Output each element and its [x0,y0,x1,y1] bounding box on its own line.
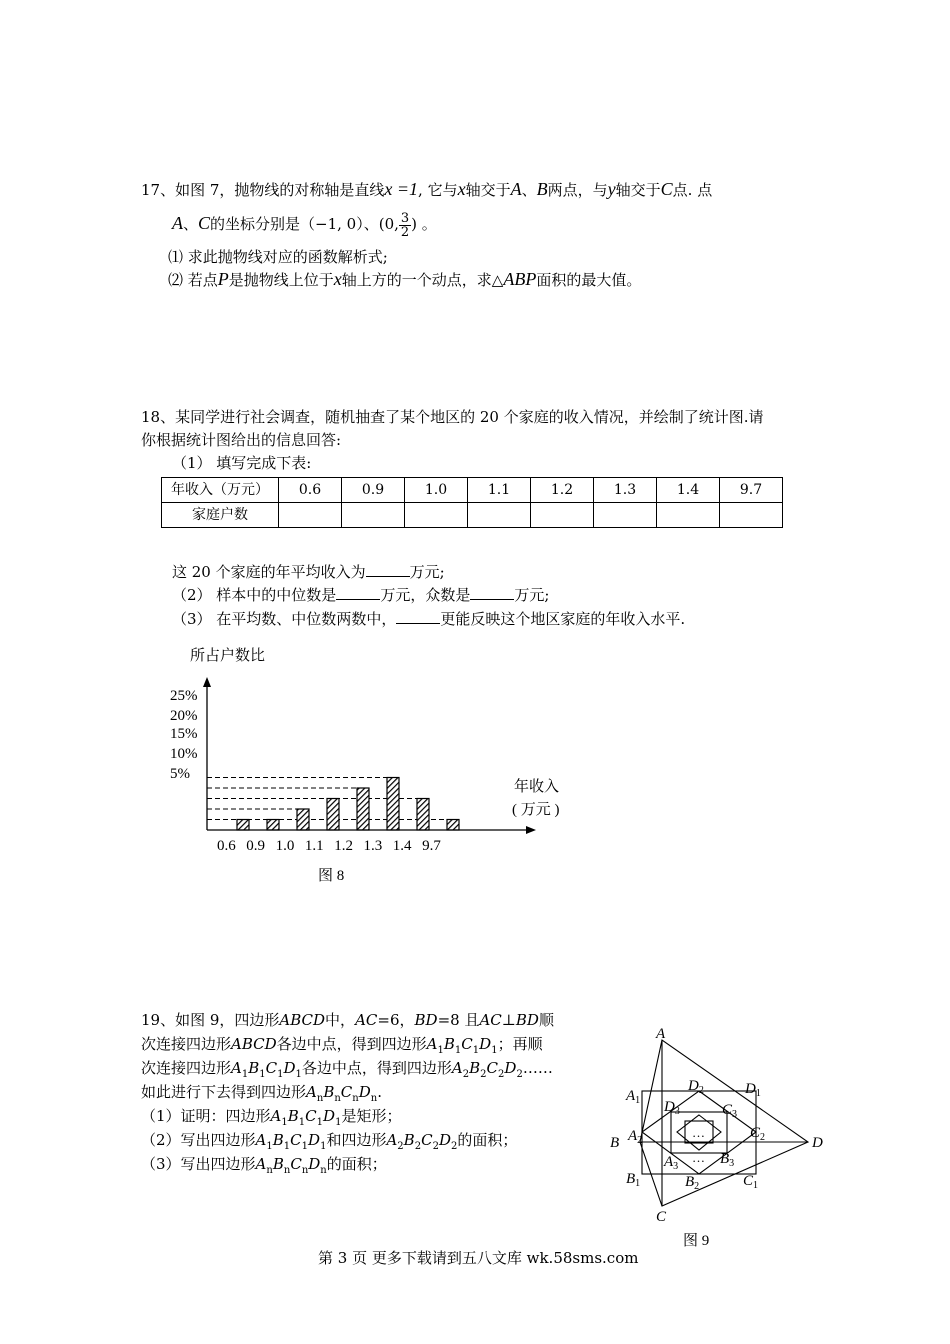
q17-part1: ⑴ 求此抛物线对应的函数解析式; [168,248,388,266]
q18-sub2: （2） 样本中的中位数是 万元，众数是 万元; [172,586,550,604]
fraction-three-halves: $\frac{3}{2}$ [400,210,410,240]
income-bar-chart [150,640,590,890]
q18-line1: 18、某同学进行社会调查，随机抽查了某个地区的 20 个家庭的收入情况，并绘制了统计图.请 [141,408,764,426]
y-tick-label: 5% [170,766,190,782]
q17-line2: A、C的坐标分别是（−1, 0）、(0, $\frac{3}{2}$ ) 。 [172,210,437,240]
bar-9.7 [447,820,459,831]
empty-cell[interactable] [279,503,342,528]
q17-line1: 17、如图 7，抛物线的对称轴是直线x =1, 它与x轴交于A、B两点，与y轴交于C点. 点 [141,179,713,199]
quad-ABCD [640,1040,808,1206]
label-A3: $A_3$ [664,1154,679,1172]
empty-cell[interactable] [468,503,531,528]
q18-line2: 你根据统计图给出的信息回答: [141,431,342,449]
label-C2: $C_2$ [750,1125,766,1143]
x-tick-label: 1.1 [304,838,324,854]
chart-y-ticks [170,688,198,782]
empty-cell[interactable] [594,503,657,528]
ellipsis-mark: … [692,1150,705,1165]
q18-sub1: （1） 填写完成下表: [172,454,312,472]
q18-sub3: （3） 在平均数、中位数两数中， 更能反映这个地区家庭的年收入水平. [172,610,686,628]
q19-sub2: （2）写出四边形$A_1B_1C_1D_1$和四边形$A_2B_2C_2D_2$的面积； [141,1131,518,1152]
figure-8-caption: 图 8 [318,868,345,884]
label-B2: $B_2$ [685,1174,700,1192]
label-B1: $B_1$ [626,1171,641,1189]
label-C3: $C_3$ [722,1102,738,1120]
y-tick-label: 10% [170,746,198,762]
table-row-label: 家庭户数 [162,503,279,528]
ellipsis-mark: … [692,1125,705,1140]
answer-blank[interactable] [366,562,410,577]
income-cell: 0.6 [279,478,342,503]
q19-line4: 如此进行下去得到四边形$A_nB_nC_nD_n$. [141,1083,382,1104]
bar-0.6 [237,820,249,831]
label-A1: $A_1$ [626,1088,641,1106]
chart-title: 所占户数比 [190,648,266,664]
empty-cell[interactable] [342,503,405,528]
empty-cell[interactable] [657,503,720,528]
label-A2: $A_2$ [628,1128,643,1146]
q17-part2: ⑵ 若点P是抛物线上位于x轴上方的一个动点，求△ABP面积的最大值。 [168,269,642,289]
empty-cell[interactable] [405,503,468,528]
x-axis-label-line1: 年收入 [514,779,560,795]
q19-line3: 次连接四边形$A_1B_1C_1D_1$各边中点，得到四边形$A_2B_2C_2D_2\dots\dots$ [141,1059,553,1080]
income-table [161,477,783,528]
label-D3: $D_3$ [664,1099,680,1117]
bar-1.2 [357,788,369,830]
bar-0.9 [267,820,279,831]
x-tick-label: 1.3 [363,838,383,854]
label-C1: $C_1$ [743,1173,759,1191]
figure-9-caption: 图 9 [683,1233,710,1249]
bar-1.1 [327,799,339,831]
empty-cell[interactable] [720,503,783,528]
q19-sub3: （3）写出四边形$A_nB_nC_nD_n$的面积； [141,1155,387,1176]
bar-1.0 [297,809,309,830]
x-axis-label-line2: ( 万元 ) [512,802,560,818]
x-tick-label: 1.2 [334,838,353,854]
income-cell: 1.4 [657,478,720,503]
page-footer: 第 3 页 更多下载请到五八文库 wk.58sms.com [318,1249,639,1267]
q18-average: 这 20 个家庭的年平均收入为 万元; [172,563,445,581]
q19-sub1: （1）证明：四边形$A_1B_1C_1D_1$是矩形； [141,1107,402,1128]
label-C: C [656,1209,667,1225]
income-cell: 9.7 [720,478,783,503]
x-tick-label: 0.9 [246,838,266,854]
q19-line1: 19、如图 9，四边形ABCD中，AC=6，BD=8 且AC⊥BD顺 [141,1011,554,1029]
x-tick-label: 1.4 [392,838,412,854]
table-row [162,478,783,503]
label-B: B [610,1135,620,1151]
chart-x-ticks [217,838,441,854]
answer-blank[interactable] [396,609,440,624]
label-A: A [656,1026,666,1042]
label-D: D [812,1135,823,1151]
income-cell: 0.9 [342,478,405,503]
empty-cell[interactable] [531,503,594,528]
income-cell: 1.1 [468,478,531,503]
x-tick-label: 1.0 [275,838,295,854]
label-D2: $D_2$ [688,1078,704,1096]
answer-blank[interactable] [336,585,380,600]
table-row [162,503,783,528]
bar-1.3 [387,778,399,831]
figure-9-diagram [600,1020,840,1250]
answer-blank[interactable] [470,585,514,600]
x-tick-label: 0.6 [217,838,236,854]
y-tick-label: 20% [170,708,198,724]
table-header-cell: 年收入（万元） [162,478,279,503]
y-axis-arrow [203,677,211,687]
income-cell: 1.2 [531,478,594,503]
x-tick-label: 9.7 [422,838,441,854]
y-tick-label: 25% [170,688,198,704]
y-tick-label: 15% [170,726,198,742]
label-D1: $D_1$ [745,1081,761,1099]
label-B3: $B_3$ [720,1151,735,1169]
income-cell: 1.0 [405,478,468,503]
bar-1.4 [417,799,429,831]
income-cell: 1.3 [594,478,657,503]
q19-line2: 次连接四边形ABCD各边中点，得到四边形$A_1B_1C_1D_1$；再顺 [141,1035,543,1056]
x-axis-arrow [526,826,536,834]
chart-bars [237,778,459,831]
